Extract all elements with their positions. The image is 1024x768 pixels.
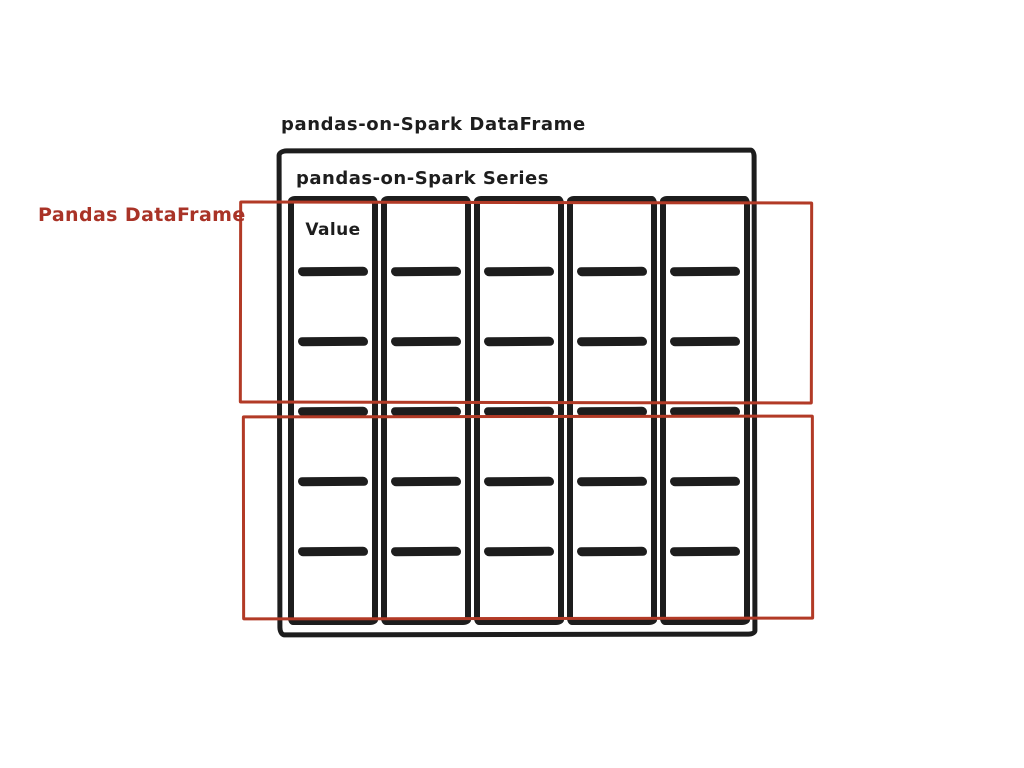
value-column-header: Value (305, 220, 361, 240)
pandas-partition-box-2 (242, 415, 814, 621)
pandas-dataframe-label: Pandas DataFrame (38, 204, 246, 226)
spark-series-label: pandas-on-Spark Series (296, 168, 549, 189)
pandas-partition-box-1 (239, 200, 813, 404)
spark-dataframe-title: pandas-on-Spark DataFrame (281, 114, 586, 135)
